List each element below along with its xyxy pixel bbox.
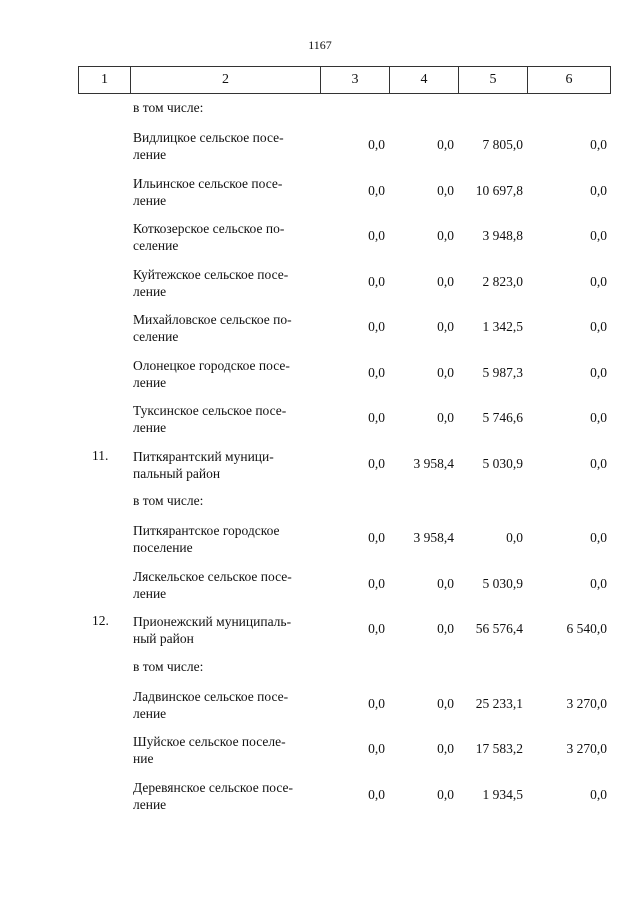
cell-col-6: 0,0 [590, 575, 607, 591]
page-number: 1167 [308, 38, 332, 52]
cell-col-6: 0,0 [590, 273, 607, 289]
row-name [133, 175, 318, 209]
cell-col-3: 0,0 [368, 182, 385, 198]
cell-col-5: 5 987,3 [482, 364, 523, 380]
row-name-line: Куйтежское сельское посе- [133, 266, 289, 282]
row-name-line: Олонецкое городское посе- [133, 357, 290, 373]
row-name [133, 448, 318, 482]
cell-col-6: 0,0 [590, 182, 607, 198]
cell-col-6: 0,0 [590, 364, 607, 380]
cell-col-6: 0,0 [590, 228, 607, 243]
row-name-line: Деревянское сельское посе- [133, 779, 294, 795]
table-header [78, 66, 611, 94]
row-name [133, 311, 318, 345]
cell-col-4: 0,0 [437, 575, 454, 591]
cell-col-4: 0,0 [437, 273, 454, 289]
cell-col-4: 0,0 [437, 364, 454, 380]
header-col-5: 5 [459, 67, 528, 94]
subheading-text: в том числе: [133, 100, 204, 115]
row-name-line: Прионежский муниципаль- [133, 614, 292, 629]
cell-col-4: 0,0 [437, 228, 454, 243]
cell-col-4: 0,0 [437, 621, 454, 636]
row-name-line: Питкярантский муници- [133, 448, 274, 464]
cell-col-5: 3 948,8 [482, 228, 523, 243]
cell-col-6: 0,0 [590, 530, 607, 545]
row-name [133, 779, 318, 813]
cell-col-4: 3 958,4 [413, 455, 454, 471]
cell-col-4: 0,0 [437, 319, 454, 334]
cell-col-3: 0,0 [368, 364, 385, 380]
cell-col-3: 0,0 [368, 319, 385, 334]
header-col-3: 3 [321, 67, 390, 94]
row-name [133, 568, 318, 602]
row-name-line: селение [133, 329, 179, 344]
row-name-line: Михайловское сельское по- [133, 312, 292, 327]
row-name-line: Шуйское сельское поселе- [133, 734, 286, 749]
cell-col-3: 0,0 [368, 228, 385, 243]
cell-col-6: 0,0 [590, 455, 607, 471]
row-name-line: ление [133, 374, 167, 390]
cell-col-5: 1 934,5 [482, 786, 523, 802]
row-name-line: Ильинское сельское посе- [133, 175, 283, 191]
row-name-line: Ляскельское сельское посе- [133, 568, 292, 584]
cell-col-3: 0,0 [368, 695, 385, 711]
row-name-line: селение [133, 238, 179, 253]
cell-col-5: 5 746,6 [482, 410, 523, 425]
header-col-2: 2 [131, 67, 321, 94]
subheading-text: в том числе: [133, 493, 204, 508]
cell-col-4: 0,0 [437, 695, 454, 711]
cell-col-3: 0,0 [368, 410, 385, 425]
row-name-line: ние [133, 751, 154, 766]
row-name-line: Ладвинское сельское посе- [133, 688, 289, 704]
row-name-line: ление [133, 283, 167, 299]
cell-col-6: 0,0 [590, 137, 607, 152]
row-name [133, 357, 318, 391]
row-name-line: ление [133, 585, 167, 601]
row-name-line: ление [133, 705, 167, 721]
cell-col-5: 2 823,0 [482, 273, 523, 289]
cell-col-6: 0,0 [590, 410, 607, 425]
row-name-line: Коткозерское сельское по- [133, 221, 285, 236]
cell-col-6: 0,0 [590, 786, 607, 802]
row-name-line: пальный район [133, 465, 221, 481]
cell-col-3: 0,0 [368, 455, 385, 471]
cell-col-3: 0,0 [368, 741, 385, 756]
row-name [133, 688, 318, 722]
cell-col-5: 1 342,5 [482, 319, 523, 334]
cell-col-3: 0,0 [368, 786, 385, 802]
row-name-line: ление [133, 147, 167, 162]
header-col-4: 4 [390, 67, 459, 94]
cell-col-5: 25 233,1 [475, 695, 523, 711]
cell-col-4: 0,0 [437, 137, 454, 152]
cell-col-6: 3 270,0 [566, 741, 607, 756]
row-number: 11. [92, 447, 109, 463]
cell-col-6: 3 270,0 [566, 695, 607, 711]
header-col-6: 6 [528, 67, 611, 94]
row-name-line: поселение [133, 540, 193, 555]
cell-col-6: 0,0 [590, 319, 607, 334]
cell-col-3: 0,0 [368, 273, 385, 289]
cell-col-4: 0,0 [437, 410, 454, 425]
row-name-line: ление [133, 420, 167, 435]
row-name-line: Питкярантское городское [133, 523, 280, 538]
row-name [133, 266, 318, 300]
cell-col-4: 0,0 [437, 182, 454, 198]
cell-col-3: 0,0 [368, 575, 385, 591]
row-name-line: ный район [133, 631, 194, 646]
row-name-line: Туксинское сельское посе- [133, 403, 287, 418]
subheading-text: в том числе: [133, 658, 204, 674]
row-name [133, 129, 318, 163]
cell-col-3: 0,0 [368, 530, 385, 545]
row-name [133, 733, 318, 767]
header-col-1: 1 [79, 67, 131, 94]
row-name [133, 522, 318, 556]
cell-col-5: 7 805,0 [482, 137, 523, 152]
cell-col-6: 6 540,0 [566, 621, 607, 636]
row-name-line: ление [133, 192, 167, 208]
row-name-line: Видлицкое сельское посе- [133, 130, 284, 145]
cell-col-5: 56 576,4 [475, 621, 523, 636]
row-name [133, 220, 318, 254]
row-name-line: ление [133, 796, 167, 812]
cell-col-4: 0,0 [437, 786, 454, 802]
row-number: 12. [92, 613, 109, 628]
cell-col-3: 0,0 [368, 621, 385, 636]
cell-col-3: 0,0 [368, 137, 385, 152]
row-name [133, 613, 318, 647]
cell-col-4: 3 958,4 [413, 530, 454, 545]
cell-col-4: 0,0 [437, 741, 454, 756]
cell-col-5: 10 697,8 [475, 182, 523, 198]
cell-col-5: 17 583,2 [475, 741, 523, 756]
cell-col-5: 0,0 [506, 530, 523, 545]
row-name [133, 402, 318, 436]
cell-col-5: 5 030,9 [482, 455, 523, 471]
cell-col-5: 5 030,9 [482, 575, 523, 591]
